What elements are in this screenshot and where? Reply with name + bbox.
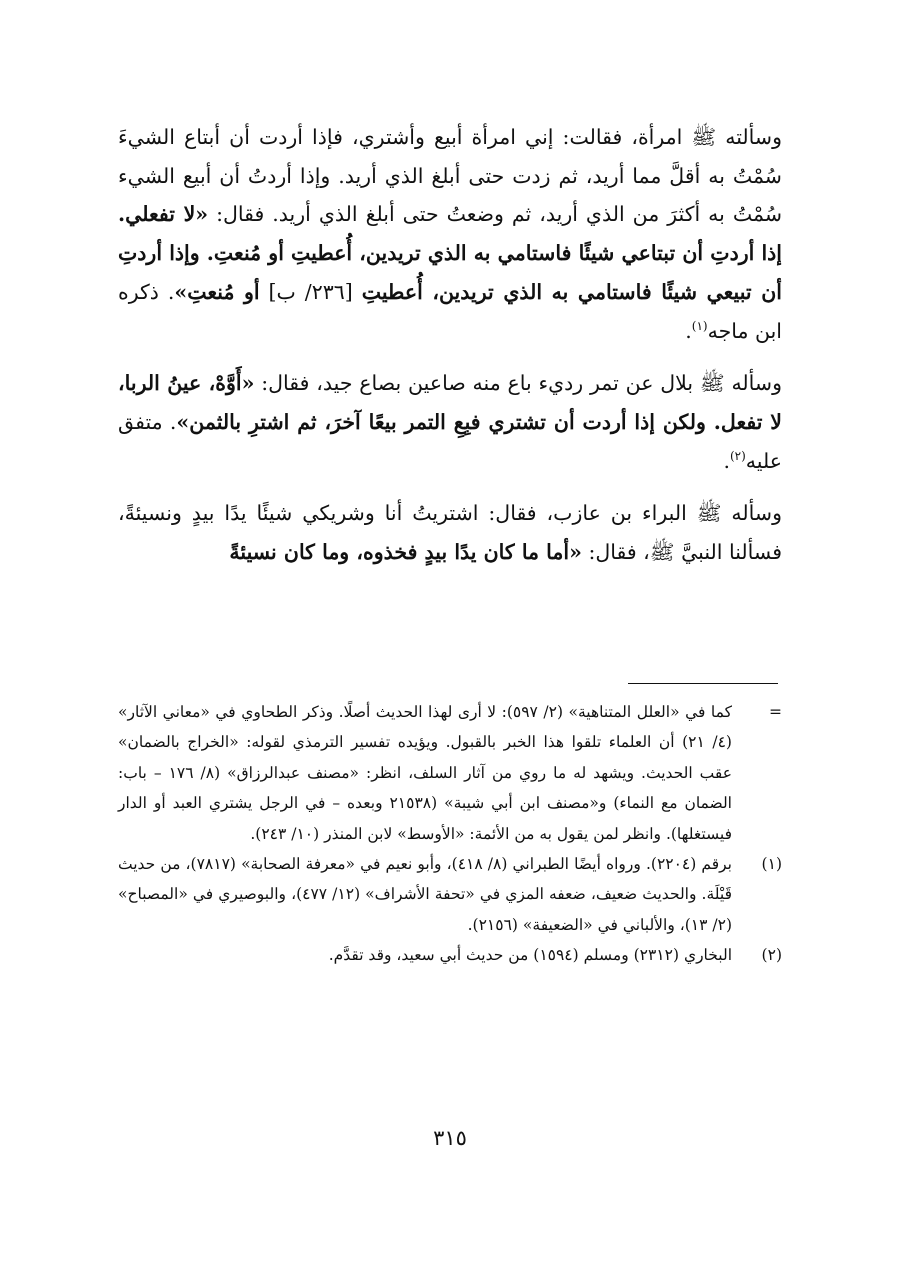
folio-marker: [٢٣٦/ ب]	[268, 279, 353, 304]
footnotes	[118, 697, 782, 971]
footnote-1	[118, 849, 782, 940]
main-text	[118, 118, 782, 572]
footnote-ref-1: (١)	[691, 318, 708, 333]
paragraph-2-end: .	[723, 448, 730, 473]
footnote-text: البخاري (٢٣١٢) ومسلم (١٥٩٤) من حديث أبي سعيد، وقد تقدَّم.	[328, 946, 732, 965]
footnote-continuation	[118, 697, 782, 849]
paragraph-3-quote: «أما ما كان يدًا بيدٍ فخذوه، وما كان نسيئةً	[229, 540, 582, 565]
paragraph-2-tail: . متفق عليه	[118, 409, 782, 473]
paragraph-3	[118, 494, 782, 571]
paragraph-1	[118, 118, 782, 350]
paragraph-2-intro: وسأله ﷺ بلال عن تمر رديء باع منه صاعين بصاع جيد، فقال:	[254, 371, 783, 396]
paragraph-2-quote: «أَوَّهْ، عينُ الربا، لا تفعل. ولكن إذا أردت أن تشتري فبِعِ التمر بيعًا آخرَ، ثم اشترِ بالثمن»	[118, 371, 782, 434]
paragraph-3-intro: وسأله ﷺ البراء بن عازب، فقال: اشتريتُ أنا وشريكي شيئًا يدًا بيدٍ ونسيئةً، فسألنا النبيَّ ﷺ، فقال:	[118, 501, 782, 565]
footnote-separator	[628, 683, 778, 684]
paragraph-1-quote: «لا تفعلي. إذا أردتِ أن تبتاعي شيئًا فاستامي به الذي تريدين، أُعطيتِ أو مُنعتِ. وإذا أردتِ أن تبيعي شيئًا فاستامي به الذي تريدين، أُعطيتِ	[118, 202, 782, 304]
paragraph-2	[118, 364, 782, 480]
footnote-ref-2: (٢)	[729, 448, 746, 463]
footnote-marker: (١)	[761, 855, 782, 874]
paragraph-1-end: .	[685, 318, 692, 343]
footnote-2	[118, 940, 782, 970]
paragraph-1-quote-end: أو مُنعتِ»	[174, 279, 260, 304]
footnote-text: برقم (٢٢٠٤). ورواه أيضًا الطبراني (٨/ ٤١٨)، وأبو نعيم في «معرفة الصحابة» (٧٨١٧)، من حديث قَيْلَة. والحديث ضعيف، ضعفه المزي في «تحفة الأشراف» (١٢/ ٤٧٧)، والبوصيري في «المصباح» (٢/ ١٣)، والألباني في «الضعيفة» (٢١٥٦).	[118, 855, 732, 934]
paragraph-1-tail: . ذكره ابن ماجه	[118, 279, 782, 343]
footnote-marker: (٢)	[761, 946, 782, 965]
footnote-marker: =	[769, 703, 782, 721]
page-number: ٣١٥	[433, 1126, 467, 1150]
paragraph-1-intro: وسألته ﷺ امرأة، فقالت: إني امرأة أبيع وأشتري، فإذا أردت أن أبتاع الشيءَ سُمْتُ به أقلَّ مما أريد، ثم زدت حتى أبلغ الذي أريد. وإذا أردتُ أن أبيع الشيء سُمْتُ به أكثرَ من الذي أريد، ثم وضعتُ حتى أبلغ الذي أريد. فقال:	[118, 125, 782, 227]
footnote-text: كما في «العلل المتناهية» (٢/ ٥٩٧): لا أرى لهذا الحديث أصلًا. وذكر الطحاوي في «معاني الآثار» (٤/ ٢١) أن العلماء تلقوا هذا الخبر بالقبول. ويؤيده تفسير الترمذي لقوله: «الخراج بالضمان» عقب الحديث. ويشهد له ما روي من آثار السلف، انظر: «مصنف عبدالرزاق» (٨/ ١٧٦ – باب: الضمان مع النماء) و«مصنف ابن أبي شيبة» (٢١٥٣٨ وبعده – في الرجل يشتري العبد أو الدار فيستغلها). وانظر لمن يقول به من الأئمة: «الأوسط» لابن المنذر (١٠/ ٢٤٣).	[118, 703, 732, 843]
